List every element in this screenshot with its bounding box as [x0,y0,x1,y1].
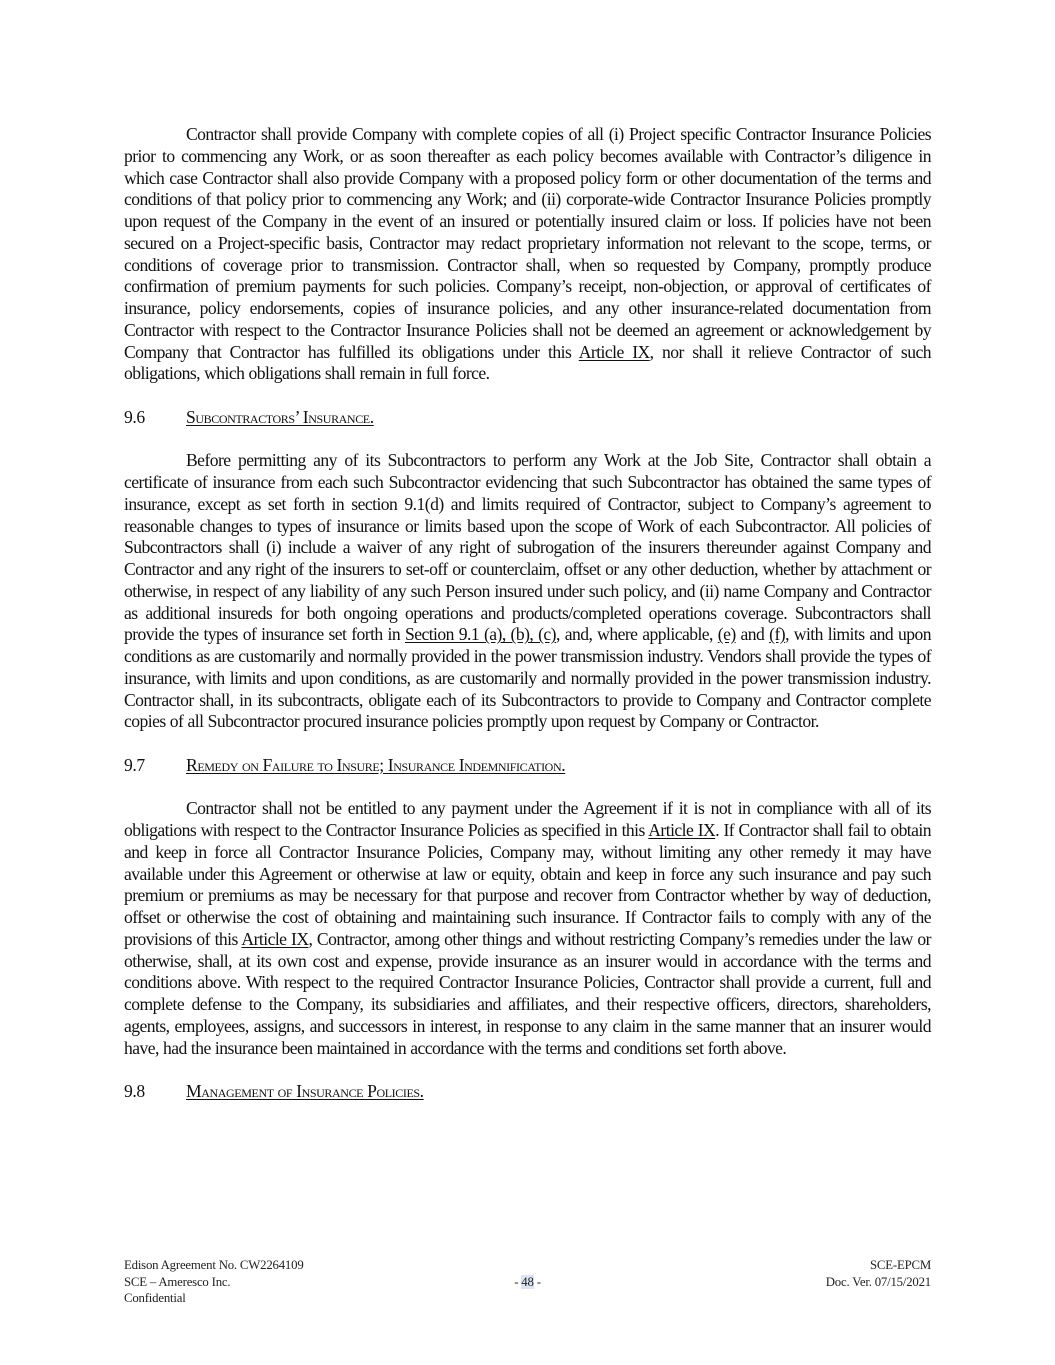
document-page [124,124,931,1103]
paragraph-text: Before permitting any of its Subcontractors to perform any Work at the Job Site, Contractor shall obtain a certificate of insurance from each such Subcontractor evidencing that such Subcontractor has obtained the same types of insurance, except as set forth in section 9.1(d) and limits required of Contractor, subject to Company’s agreement to reasonable changes to types of insurance or limits based upon the scope of Work of each Subcontractor. All policies of Subcontractors shall (i) include a waiver of any right of subrogation of the insurers thereunder against Company and Contractor and any right of the insurers to set-off or counterclaim, offset or any other deduction, whether by attachment or otherwise, in respect of any liability of any such Person insured under such policy, and (ii) name Company and Contractor as additional insureds for both ongoing operations and products/completed operations coverage. Subcontractors shall provide the types of insurance set forth in [124,450,931,645]
section-heading-9-8 [124,1081,931,1103]
section-title: Remedy on Failure to Insure; Insurance Indemnification. [186,754,566,775]
section-title: Management of Insurance Policies. [186,1081,424,1101]
paragraph-text: , and, where applicable, [556,624,718,645]
paragraph-text: Contractor shall provide Company with complete copies of all (i) Project specific Contractor Insurance Policies prior to commencing any Work, or as soon thereafter as each policy becomes available with Contractor’s diligence in which case Contractor shall also provide Company with a proposed policy form or other documentation of the terms and conditions of that policy prior to commencing any Work; and (ii) corporate-wide Contractor Insurance Policies promptly upon request of the Company in the event of an insured or potentially insured claim or loss. If policies have not been secured on a Project-specific basis, Contractor may redact proprietary information not relevant to the scope, terms, or conditions of coverage prior to transmission. Contractor shall, when so requested by Company, promptly produce confirmation of premium payments for such policies. Company’s receipt, non-objection, or approval of certificates of insurance, policy endorsements, copies of insurance policies, and any other insurance-related documentation from Contractor with respect to the Contractor Insurance Policies shall not be deemed an agreement or acknowledgement by Company that Contractor has fulfilled its obligations under this [124,124,931,362]
page-prefix: - [514,1274,522,1289]
spacer [124,777,931,799]
parties: SCE – Ameresco Inc. [124,1274,231,1289]
paragraph-remedy-on-failure [124,798,931,1059]
paragraph-insurance-copies [124,124,931,385]
paragraph-text: and [735,624,770,645]
article-ix-link[interactable]: Article IX [648,820,716,840]
article-ix-link[interactable]: Article IX [241,928,309,949]
section-9-1-link[interactable]: Section 9.1 (a), (b), (c) [404,624,556,645]
document-code: SCE-EPCM [870,1258,931,1272]
document-version: Doc. Ver. 07/15/2021 [825,1274,931,1289]
page-number: 48 [521,1274,534,1289]
article-ix-link[interactable]: Article IX [578,341,650,362]
section-number: 9.8 [124,1081,145,1101]
section-heading-9-6 [124,407,931,429]
spacer [124,429,931,451]
section-title: Subcontractors’ Insurance. [186,406,374,427]
agreement-number: Edison Agreement No. CW2264109 [124,1258,304,1272]
footer-right [826,1257,931,1290]
section-number: 9.6 [124,406,145,427]
paragraph-subcontractors-insurance [124,450,931,733]
paragraph-text: , with limits and upon conditions as are customarily and normally provided in the power transmission industry. Vendors shall provide the types of insurance, with limits and upon conditions, as are customarily and normally provided in the power transmission industry. Contractor shall, in its subcontracts, obligate each of its Subcontractors to provide to Company and Contractor complete copies of all Subcontractor procured insurance policies promptly upon request by Company or Contractor. [124,624,931,732]
footer-page-number [124,1274,931,1291]
paragraph-text: Contractor shall not be entitled to any payment under the Agreement if it is not in compliance with all of its obligations with respect to the Contractor Insurance Policies as specified in this [124,798,931,840]
spacer [124,733,931,755]
confidential-label: Confidential [124,1291,186,1305]
section-e-link[interactable]: (e) [717,624,736,645]
spacer [124,385,931,407]
section-number: 9.7 [124,754,145,775]
paragraph-text: . If Contractor shall fail to obtain and keep in force all Contractor Insurance Policies, Company may, without limiting any other remedy it may have available under this Agreement or otherwise at law or equity, obtain and keep in force any such insurance and pay such premium or premiums as may be necessary for that purpose and recover from Contractor whether by way of deduction, offset or otherwise the cost of obtaining and maintaining such insurance. If Contractor fails to comply with any of the provisions of this [124,820,931,949]
section-f-link[interactable]: (f) [769,624,786,645]
section-heading-9-7 [124,755,931,777]
spacer [124,1059,931,1081]
paragraph-text: , Contractor, among other things and without restricting Company’s remedies under the law or otherwise, shall, at its own cost and expense, provide insurance as an insurer would in accordance with the terms and conditions above. With respect to the required Contractor Insurance Policies, Contractor shall provide a current, full and complete defense to the Company, its subsidiaries and affiliates, and their respective officers, directors, shareholders, agents, employees, assigns, and successors in interest, in response to any claim in the same manner that an insurer would have, had the insurance been maintained in accordance with the terms and conditions set forth above. [124,928,931,1058]
paragraph-text: , nor shall it relieve Contractor of such obligations, which obligations shall remain in full force. [124,341,931,384]
page-suffix: - [533,1274,541,1289]
